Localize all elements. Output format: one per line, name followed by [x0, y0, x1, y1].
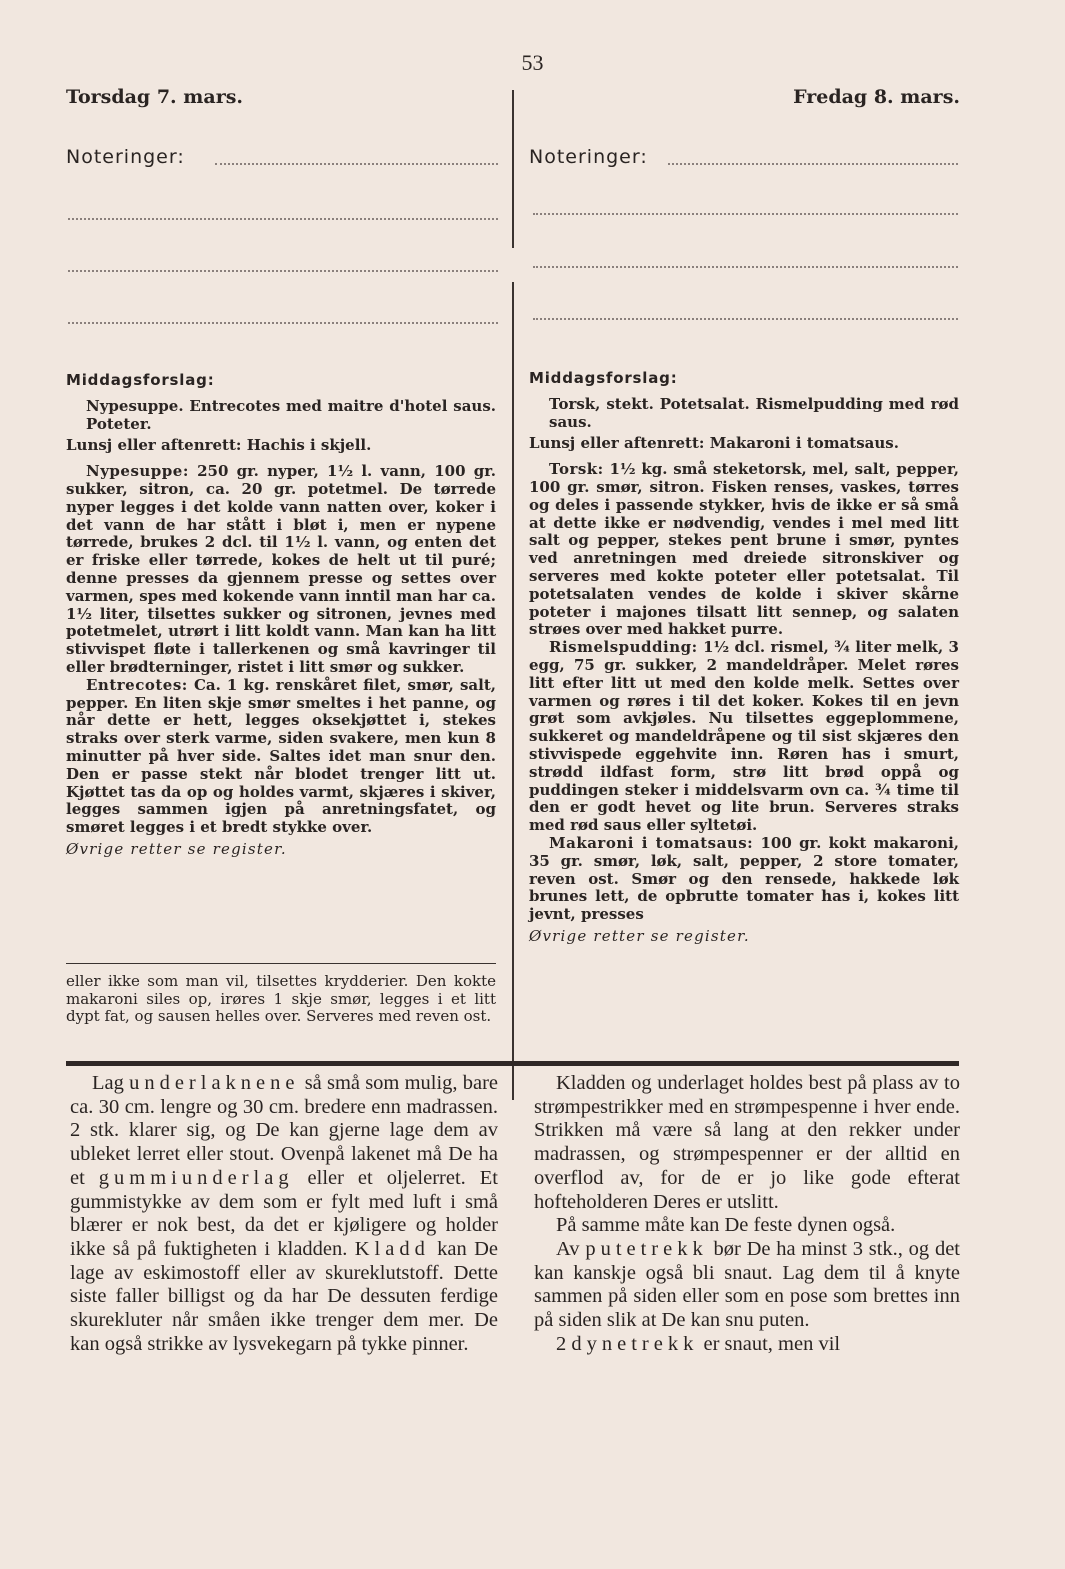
- recipe-text: 1½ dcl. rismel, ¾ liter melk, 3 egg, 75 gr. sukker, 2 mandeldråper. Melet røres litt efter litt ut med den kolde melk. Settes over varmen og røres i til det koker. Kokes til en jevn grøt som avkjøles. Nu tilsettes eggeplommene, sukkeret og mandeldråpene og til sist skjæres den stivvispede eggehvite inn. Røren has i smurt, strødd ildfast form, strø litt brød oppå og puddingen steker i middelsvarm ovn ca. ¾ time til den er godt hevet og lite brun. Serveres straks med rød saus eller syltetøi.: [529, 638, 959, 835]
- notes-dotted-line[interactable]: [68, 270, 498, 272]
- column-divider: [512, 90, 514, 1100]
- spaced-term: dynetrekk: [571, 1332, 699, 1355]
- recipe-column-left: [66, 372, 496, 859]
- text-run: er snaut, men vil: [698, 1332, 841, 1355]
- text-run: kan De lage av eskimostoff eller av skureklutstoff. Dette siste faller billigst og da har De dessuten ferdige skurekluter når småen ikke trenger dem mer. De kan også strikke av lysvekegarn på tykke pinner.: [70, 1237, 498, 1355]
- article-column-right: [534, 1072, 960, 1356]
- middag-label: Middagsforslag:: [66, 371, 215, 389]
- text-run: eller et oljelerret. Et gummistykke av dem som er fylt med luft i små blærer er nok best, da det er kjøligere og holder ikke så på fuktigheten i kladden.: [70, 1166, 498, 1260]
- notes-dotted-line[interactable]: [68, 322, 498, 324]
- lunch-label: Lunsj eller aftenrett:: [66, 436, 242, 455]
- recipe-title: Entrecotes:: [86, 675, 188, 694]
- recipe-text: 1½ kg. små steketorsk, mel, salt, pepper, 100 gr. smør, sitron. Fisken renses, vaskes, tørres og deles i passende stykker, hvis de ikke er så små at dette ikke er nødvendig, vendes i mel med litt salt og pepper, stekes pent brune i smør, pyntes ved anretningen med dreiede sitronskiver og serveres med kokte poteter eller potetsalat. Til potetsalaten vendes de kolde i skiver skårne poteter i majones tilsatt litt sennep, og salaten strøes over med hakket purre.: [529, 460, 959, 639]
- column-divider-gap: [512, 248, 514, 282]
- article-paragraph: [70, 1072, 498, 1356]
- text-run: Lag: [92, 1072, 130, 1094]
- dinner-menu: Torsk, stekt. Potetsalat. Rismelpudding med rød saus.: [549, 394, 959, 431]
- lunch-dish: Hachis i skjell.: [246, 436, 372, 455]
- article-paragraph: [534, 1333, 960, 1357]
- notes-dotted-line[interactable]: [215, 163, 498, 165]
- text-run: 2: [556, 1332, 572, 1355]
- notes-left: [66, 146, 185, 168]
- day-header-friday: Fredag 8. mars.: [793, 86, 960, 108]
- article-paragraph: Kladden og underlaget holdes best på plass av to strømpestrikker med en strømpespenne i hver ende. Strikken må være så lang at den rekker under madrassen, og strømpespenner er der alltid en overflod av, for de er jo like gode efterat hofteholderen Deres er utslitt.: [534, 1072, 960, 1213]
- recipe-column-right: [529, 370, 959, 946]
- middag-label: Middagsforslag:: [529, 369, 678, 387]
- notes-dotted-line[interactable]: [68, 218, 498, 220]
- continuation-text: eller ikke som man vil, tilsettes krydderier. Den kokte makaroni siles op, irøres 1 skje smør, legges i et litt dypt fat, og sausen helles over. Serveres med reven ost.: [66, 972, 496, 1026]
- notes-right: [529, 146, 648, 168]
- continuation-text-block: [66, 973, 496, 1026]
- section-rule: [66, 1061, 959, 1066]
- recipe-rismelspudding: [529, 639, 959, 835]
- recipe-nypesuppe: [66, 463, 496, 677]
- recipe-text: Ca. 1 kg. renskåret filet, smør, salt, pepper. En liten skje smør smeltes i het panne, og når dette er hett, legges oksekjøttet i, stekes straks over sterk varme, siden svakere, men kun 8 minutter på hver side. Saltes idet man snur den. Den er passe stekt når blodet trenger litt ut. Kjøttet tas da op og holdes varmt, skjæres i skiver, legges sammen igjen på anretningsfatet, og smøret legges i et bredt stykke over.: [66, 675, 496, 837]
- see-register-note: Øvrige retter se register.: [529, 926, 750, 945]
- text-run: bør De ha minst 3 stk., og det kan kanskje også bli snaut. Lag dem til å knyte sammen på siden eller som en pose som brettes inn på siden slik at De kan snu puten.: [534, 1237, 960, 1332]
- notes-dotted-line[interactable]: [533, 318, 958, 320]
- recipe-title: Nypesuppe:: [86, 462, 189, 481]
- recipe-torsk: [529, 461, 959, 639]
- dinner-menu: Nypesuppe. Entrecotes med maitre d'hotel saus. Poteter.: [86, 396, 496, 433]
- article-paragraph: På samme måte kan De feste dynen også.: [556, 1214, 896, 1237]
- recipe-text: 100 gr. kokt makaroni, 35 gr. smør, løk, salt, pepper, 2 store tomater, reven ost. Smør og den rensede, hakkede løk brunes lett, de opbrutte tomater has i, kokes litt jevnt, presses: [529, 833, 959, 924]
- recipe-makaroni: [529, 835, 959, 924]
- article-paragraph: [534, 1238, 960, 1333]
- notes-dotted-line[interactable]: [533, 213, 958, 215]
- spaced-term: Kladd: [354, 1237, 430, 1260]
- lunch-line: [529, 435, 959, 453]
- lunch-line: [66, 437, 496, 455]
- recipe-entrecotes: [66, 677, 496, 837]
- spaced-term: gummiunderlag: [98, 1166, 294, 1189]
- notes-label: Noteringer:: [66, 146, 185, 168]
- spaced-term: underlaknene: [129, 1072, 300, 1094]
- spaced-term: putetrekk: [585, 1237, 708, 1260]
- recipe-title: Makaroni i tomatsaus:: [549, 833, 754, 852]
- lunch-label: Lunsj eller aftenrett:: [529, 434, 705, 453]
- text-run: Av: [556, 1237, 586, 1260]
- see-register-note: Øvrige retter se register.: [66, 839, 287, 858]
- notes-dotted-line[interactable]: [533, 266, 958, 268]
- notes-dotted-line[interactable]: [668, 163, 958, 165]
- continuation-separator: [66, 963, 496, 964]
- day-header-thursday: Torsdag 7. mars.: [66, 86, 244, 108]
- recipe-title: Rismelspudding:: [549, 638, 698, 657]
- text-run: så små som mulig, bare ca. 30 cm. lengre og 30 cm. bredere enn madrassen. 2 stk. klarer sig, og De kan gjerne lage dem av ubleket lerret eller stout. Ovenpå lakenet må De ha et: [70, 1072, 498, 1189]
- article-column-left: [70, 1072, 498, 1356]
- page-number: 53: [521, 50, 544, 75]
- recipe-text: 250 gr. nyper, 1½ l. vann, 100 gr. sukker, sitron, ca. 20 gr. potetmel. De tørrede nyper legges i det kolde vann natten over, koker i det vann de har stått i bløt i, men er nypene tørrede, brukes 2 dcl. til 1½ l. vann, og enten det er friske eller tørrede, kokes de helt ut til puré; denne presses da gjennem presse og settes over varmen, spes med kokende vann inntil man har ca. 1½ liter, tilsettes sukker og sitronen, jevnes med potetmelet, utrørt i litt koldt vann. Man kan ha litt stivvispet fløte i tallerkenen og små kavringer til eller brødterninger, ristet i litt smør og sukker.: [66, 462, 496, 676]
- recipe-title: Torsk:: [549, 460, 604, 479]
- notes-label: Noteringer:: [529, 146, 648, 168]
- lunch-dish: Makaroni i tomatsaus.: [709, 434, 899, 453]
